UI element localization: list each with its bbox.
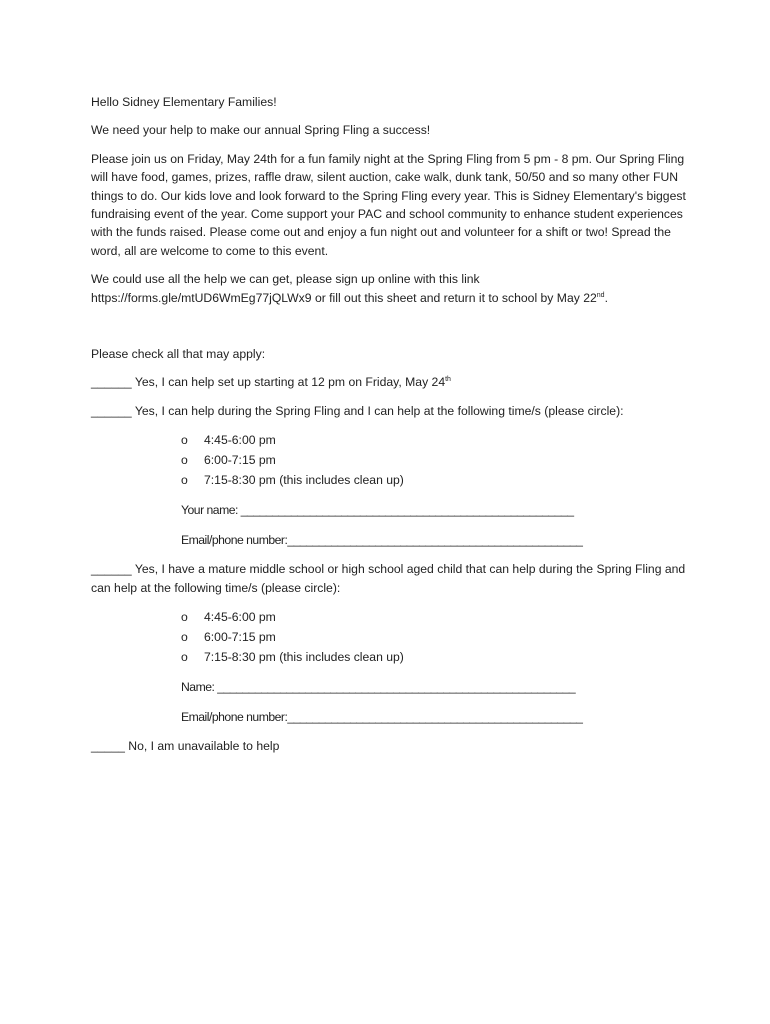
circle-bullet-icon: o — [181, 473, 188, 488]
child-name-field[interactable]: Name: _________________________________________________________ — [181, 680, 576, 695]
signup-line-2: https://forms.gle/mtUD6WmEg77jQLWx9 or fill out this sheet and return it to school by May 22nd. — [91, 290, 608, 305]
time-slot-option[interactable]: o 6:00-7:15 pm — [91, 450, 691, 470]
intro-text: We need your help to make our annual Spring Fling a success! — [91, 123, 431, 138]
circle-bullet-icon: o — [181, 610, 188, 625]
your-name-field[interactable]: Your name: _____________________________________________________ — [181, 503, 574, 518]
time-slot-option[interactable]: o 4:45-6:00 pm — [91, 430, 691, 450]
body-paragraph: Please join us on Friday, May 24th for a fun family night at the Spring Fling from 5 pm - 8 pm. Our Spring Fling will have food, games, prizes, raffle draw, silent auction, cake walk, dunk tank, 50/50 and so many other FUN things to do. Our kids love and look forward to the Spring Fling every year. This is Sidney Elementary's biggest fundraising event of the year. Come support your PAC and school community to enhance student experiences with the funds raised. Please come out and enjoy a fun night out and volunteer for a shift or two! Spread the word, all are welcome to come to this event. — [91, 151, 686, 258]
option-volunteer[interactable]: ______ Yes, I can help during the Spring Fling and I can help at the following time/s (please circle): — [91, 403, 624, 418]
time-slot-option[interactable]: o 7:15-8:30 pm (this includes clean up) — [91, 470, 691, 490]
check-prompt: Please check all that may apply: — [91, 347, 266, 362]
child-email-phone-field[interactable]: Email/phone number:_______________________________________________ — [181, 710, 583, 725]
signup-line-1: We could use all the help we can get, please sign up online with this link — [91, 272, 480, 287]
option-child-volunteer[interactable]: ______ Yes, I have a mature middle school or high school aged child that can help during the Spring Fling and can help at the following time/s (please circle): — [91, 562, 686, 595]
spacer — [91, 317, 691, 345]
time-slot-list-volunteer — [91, 430, 691, 490]
time-slot-option[interactable]: o 6:00-7:15 pm — [91, 627, 691, 647]
option-unavailable[interactable]: _____ No, I am unavailable to help — [91, 739, 280, 754]
time-slot-list-child — [91, 607, 691, 667]
circle-bullet-icon: o — [181, 453, 188, 468]
time-slot-option[interactable]: o 4:45-6:00 pm — [91, 607, 691, 627]
option-setup[interactable]: ______ Yes, I can help set up starting at 12 pm on Friday, May 24th — [91, 375, 451, 390]
circle-bullet-icon: o — [181, 650, 188, 665]
time-slot-option[interactable]: o 7:15-8:30 pm (this includes clean up) — [91, 647, 691, 667]
signup-link-text[interactable]: https://forms.gle/mtUD6WmEg77jQLWx9 or fill out this sheet and return it to school by May 22 — [91, 290, 597, 305]
email-phone-field[interactable]: Email/phone number:_______________________________________________ — [181, 533, 583, 548]
circle-bullet-icon: o — [181, 630, 188, 645]
signup-date-suffix: nd — [596, 291, 605, 299]
letter-page — [91, 93, 691, 766]
greeting: Hello Sidney Elementary Families! — [91, 95, 277, 109]
circle-bullet-icon: o — [181, 433, 188, 448]
